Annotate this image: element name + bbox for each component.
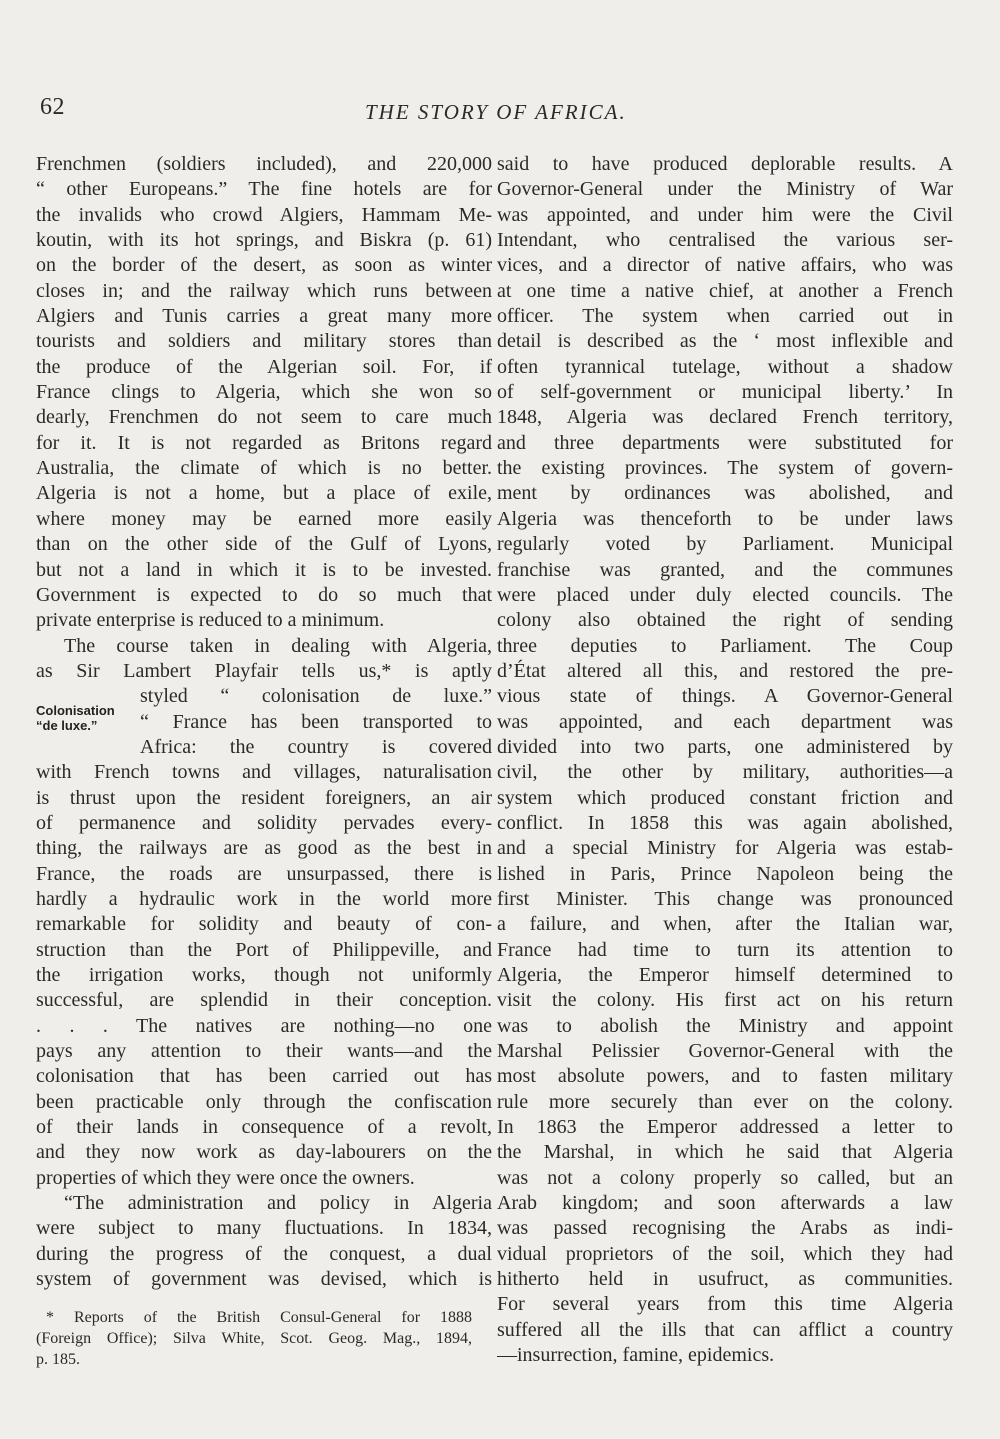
text-line: struction than the Port of Philippeville, and xyxy=(36,938,492,961)
text-line: For several years from this time Algeria xyxy=(497,1293,953,1316)
text-line: suffered all the ills that can afflict a country xyxy=(497,1318,953,1341)
text-line: tourists and soldiers and military stores than xyxy=(36,330,492,353)
text-line: . . . The natives are nothing—no one xyxy=(36,1014,492,1037)
text-line: than on the other side of the Gulf of Lyons, xyxy=(36,533,492,556)
text-line: In 1863 the Emperor addressed a letter to xyxy=(497,1116,953,1139)
text-line: system which produced constant friction and xyxy=(497,786,953,809)
text-line: “ other Europeans.” The fine hotels are for xyxy=(36,178,492,201)
text-line: “ France has been transported to xyxy=(140,710,492,733)
text-line: Algeria was thenceforth to be under laws xyxy=(497,507,953,530)
text-line: closes in; and the railway which runs between xyxy=(36,279,492,302)
text-line: properties of which they were once the owners. xyxy=(36,1166,415,1189)
text-line: a failure, and when, after the Italian war, xyxy=(497,913,953,936)
text-line: was passed recognising the Arabs as indi- xyxy=(497,1217,953,1240)
text-line: styled “ colonisation de luxe.” xyxy=(140,685,492,708)
text-line: pays any attention to their wants—and the xyxy=(36,1040,492,1063)
text-line: with French towns and villages, naturalisation xyxy=(36,761,492,784)
text-line: d’État altered all this, and restored the pre- xyxy=(497,659,953,682)
text-line: on the border of the desert, as soon as winter xyxy=(36,254,492,277)
text-line: was appointed, and each department was xyxy=(497,710,953,733)
text-line: vices, and a director of native affairs, who was xyxy=(497,254,953,277)
text-line: for it. It is not regarded as Britons regard xyxy=(36,431,492,454)
text-line: Marshal Pelissier Governor-General with the xyxy=(497,1040,953,1063)
text-line: thing, the railways are as good as the best in xyxy=(36,837,492,860)
text-line: conflict. In 1858 this was again abolished, xyxy=(497,811,953,834)
text-line: colony also obtained the right of sending xyxy=(497,609,953,632)
text-line: system of government was devised, which is xyxy=(36,1268,492,1291)
text-line: colonisation that has been carried out has xyxy=(36,1065,492,1088)
text-line: the Marshal, in which he said that Algeria xyxy=(497,1141,953,1164)
text-line: vious state of things. A Governor-General xyxy=(497,685,953,708)
text-line: but not a land in which it is to be invested. xyxy=(36,558,492,581)
text-line: and a special Ministry for Algeria was estab- xyxy=(497,837,953,860)
text-line: hitherto held in usufruct, as communities. xyxy=(497,1268,953,1291)
margin-note xyxy=(36,703,115,733)
text-line: ment by ordinances was abolished, and xyxy=(497,482,953,505)
text-line: Arab kingdom; and soon afterwards a law xyxy=(497,1192,953,1215)
footnote-line: p. 185. xyxy=(36,1351,80,1368)
text-line: first Minister. This change was pronounced xyxy=(497,887,953,910)
text-line: regularly voted by Parliament. Municipal xyxy=(497,533,953,556)
text-line: at one time a native chief, at another a French xyxy=(497,279,953,302)
page-number: 62 xyxy=(40,94,65,120)
right-column xyxy=(497,152,953,1369)
text-line: lished in Paris, Prince Napoleon being the xyxy=(497,862,953,885)
text-line: of their lands in consequence of a revolt, xyxy=(36,1116,492,1139)
text-line: France clings to Algeria, which she won so xyxy=(36,381,492,404)
footnote xyxy=(36,1307,472,1370)
text-line: detail is described as the ‘ most inflexible and xyxy=(497,330,953,353)
text-line: remarkable for solidity and beauty of con- xyxy=(36,913,492,936)
text-line: franchise was granted, and the communes xyxy=(497,558,953,581)
text-line: Governor-General under the Ministry of War xyxy=(497,178,953,201)
text-line: were placed under duly elected councils. The xyxy=(497,583,953,606)
text-line: Algeria, the Emperor himself determined to xyxy=(497,964,953,986)
text-line: dearly, Frenchmen do not seem to care much xyxy=(36,406,492,429)
text-line: vidual proprietors of the soil, which they had xyxy=(497,1242,953,1265)
text-line: and they now work as day-labourers on the xyxy=(36,1141,492,1164)
running-head: THE STORY OF AFRICA. xyxy=(365,100,627,124)
text-line: civil, the other by military, authorities—a xyxy=(497,761,953,784)
text-line: is thrust upon the resident foreigners, an air xyxy=(36,786,492,809)
margin-note-line: Colonisation xyxy=(36,703,115,718)
text-line: the produce of the Algerian soil. For, if xyxy=(36,355,492,378)
text-line: “The administration and policy in Algeria xyxy=(64,1192,492,1215)
text-line: 1848, Algeria was declared French territory, xyxy=(497,406,953,429)
text-line: most absolute powers, and to fasten military xyxy=(497,1065,953,1088)
text-line: hardly a hydraulic work in the world more xyxy=(36,887,492,910)
text-line: the existing provinces. The system of govern- xyxy=(497,457,953,480)
text-line: often tyrannical tutelage, without a shadow xyxy=(497,355,953,378)
text-line: Algeria is not a home, but a place of exile, xyxy=(36,482,492,505)
text-line: —insurrection, famine, epidemics. xyxy=(497,1344,775,1367)
text-line: the irrigation works, though not uniformly xyxy=(36,964,492,986)
margin-note-line: “de luxe.” xyxy=(36,718,98,733)
text-line: France, the roads are unsurpassed, there is xyxy=(36,862,492,885)
text-line: of self-government or municipal liberty.’ In xyxy=(497,381,953,404)
text-line: Algiers and Tunis carries a great many more xyxy=(36,305,492,328)
text-line: Frenchmen (soldiers included), and 220,000 xyxy=(36,153,492,175)
footnote-line: (Foreign Office); Silva White, Scot. Geog. Mag., 1894, xyxy=(36,1330,472,1347)
text-line: the invalids who crowd Algiers, Hammam Me- xyxy=(36,203,492,226)
text-line: as Sir Lambert Playfair tells us,* is aptly xyxy=(36,659,492,682)
text-line: and three departments were substituted for xyxy=(497,431,953,454)
text-line: visit the colony. His first act on his return xyxy=(497,989,953,1012)
text-line: private enterprise is reduced to a minimum. xyxy=(36,609,385,632)
text-line: been practicable only through the confiscation xyxy=(36,1090,492,1113)
text-line: France had time to turn its attention to xyxy=(497,938,953,961)
text-line: during the progress of the conquest, a dual xyxy=(36,1242,492,1265)
text-line: said to have produced deplorable results. A xyxy=(497,153,953,175)
text-line: Government is expected to do so much that xyxy=(36,583,492,606)
text-line: was appointed, and under him were the Civil xyxy=(497,203,953,226)
text-line: officer. The system when carried out in xyxy=(497,305,953,328)
text-line: were subject to many fluctuations. In 1834, xyxy=(36,1217,492,1240)
text-line: was not a colony properly so called, but an xyxy=(497,1166,953,1189)
text-line: divided into two parts, one administered by xyxy=(497,735,953,758)
text-line: of permanence and solidity pervades every- xyxy=(36,811,492,834)
text-line: where money may be earned more easily xyxy=(36,507,492,530)
text-line: rule more securely than ever on the colony. xyxy=(497,1090,953,1113)
text-line: The course taken in dealing with Algeria, xyxy=(64,634,492,657)
text-line: Intendant, who centralised the various ser- xyxy=(497,229,953,252)
footnote-line: * Reports of the British Consul-General for 1888 xyxy=(46,1309,472,1326)
text-line: three deputies to Parliament. The Coup xyxy=(497,634,953,657)
text-line: Australia, the climate of which is no better. xyxy=(36,457,492,480)
text-line: successful, are splendid in their conception. xyxy=(36,989,492,1012)
text-line: was to abolish the Ministry and appoint xyxy=(497,1014,953,1037)
text-line: Africa: the country is covered xyxy=(140,735,492,758)
text-line: koutin, with its hot springs, and Biskra (p. 61) xyxy=(36,229,492,252)
